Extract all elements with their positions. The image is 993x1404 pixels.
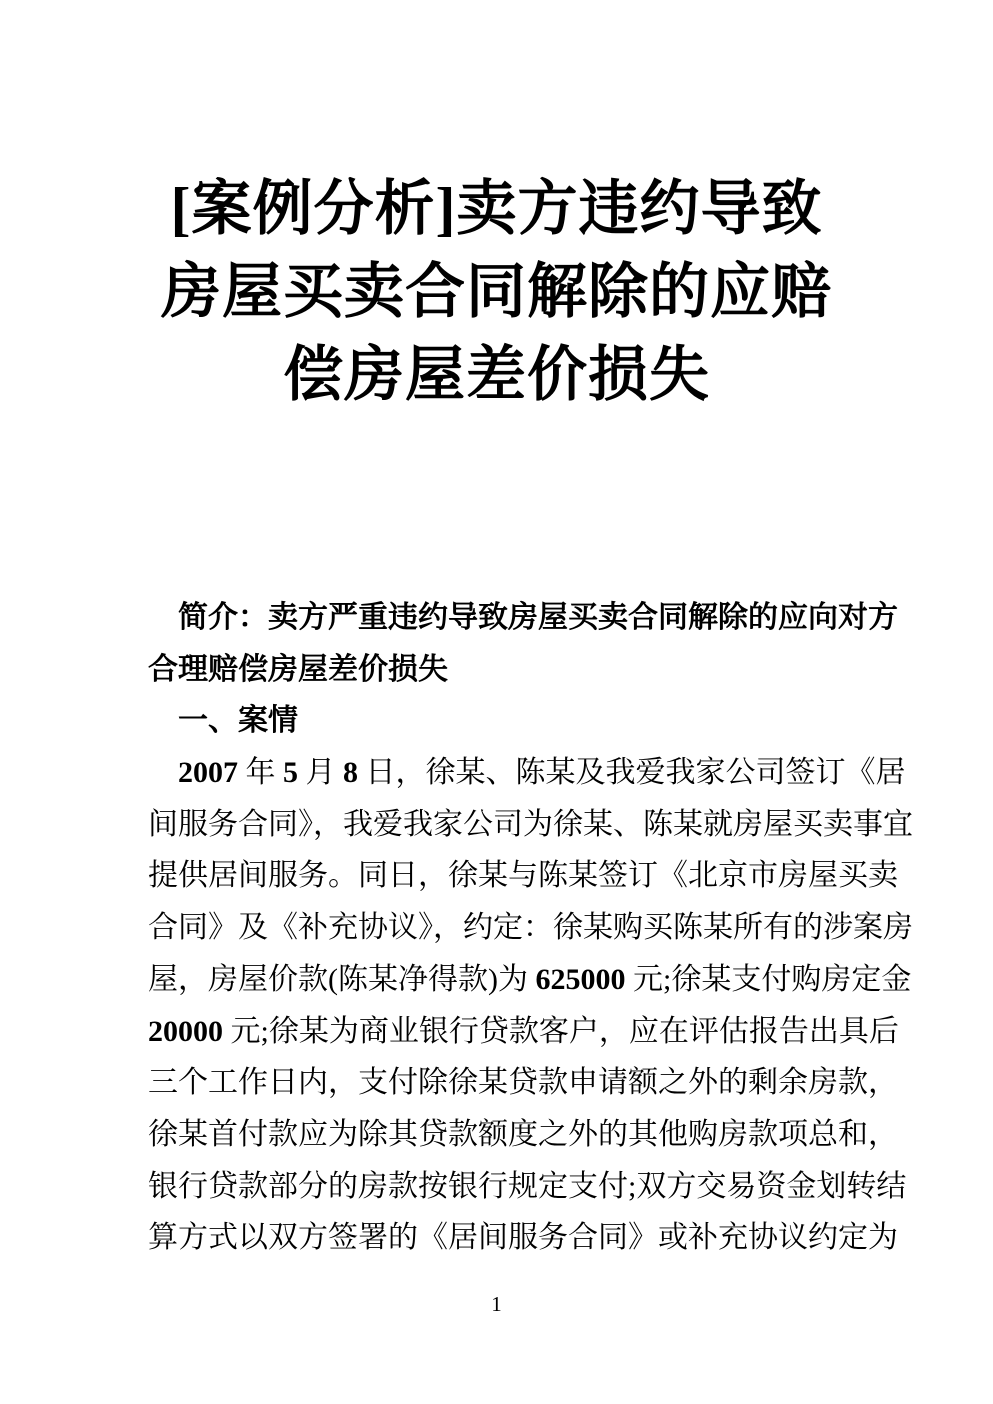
document-title — [0, 168, 993, 417]
paragraph — [148, 695, 858, 747]
text-line: 屋，房屋价款(陈某净得款)为 625000 元;徐某支付购房定金 — [148, 962, 912, 996]
text-line: 算方式以双方签署的《居间服务合同》或补充协议约定为 — [148, 1221, 898, 1255]
title-line: [案例分析]卖方违约导致 — [170, 176, 823, 242]
title-line: 房屋买卖合同解除的应赔 — [161, 259, 832, 325]
text-line: 20000 元;徐某为商业银行贷款客户，应在评估报告出具后 — [148, 1014, 899, 1048]
text-line: 间服务合同》，我爱我家公司为徐某、陈某就房屋买卖事宜 — [148, 807, 913, 841]
title-line: 偿房屋差价损失 — [283, 342, 710, 408]
text-line: 合同》及《补充协议》，约定：徐某购买陈某所有的涉案房 — [148, 911, 913, 945]
document-body — [148, 592, 913, 1264]
page-number: 1 — [491, 1292, 502, 1316]
paragraph — [148, 747, 913, 1264]
text-line: 提供居间服务。同日，徐某与陈某签订《北京市房屋买卖 — [148, 859, 898, 893]
text-line: 合理赔偿房屋差价损失 — [148, 652, 448, 686]
text-line: 徐某首付款应为除其贷款额度之外的其他购房款项总和， — [148, 1117, 898, 1151]
text-line: 银行贷款部分的房款按银行规定支付;双方交易资金划转结 — [148, 1169, 907, 1203]
text-line: 简介：卖方严重违约导致房屋买卖合同解除的应向对方 — [178, 601, 898, 634]
text-line: 2007 年 5 月 8 日，徐某、陈某及我爱我家公司签订《居 — [178, 756, 906, 790]
text-line: 一、案情 — [178, 704, 298, 738]
text-line: 三个工作日内，支付除徐某贷款申请额之外的剩余房款， — [148, 1066, 898, 1100]
paragraph — [148, 592, 898, 695]
